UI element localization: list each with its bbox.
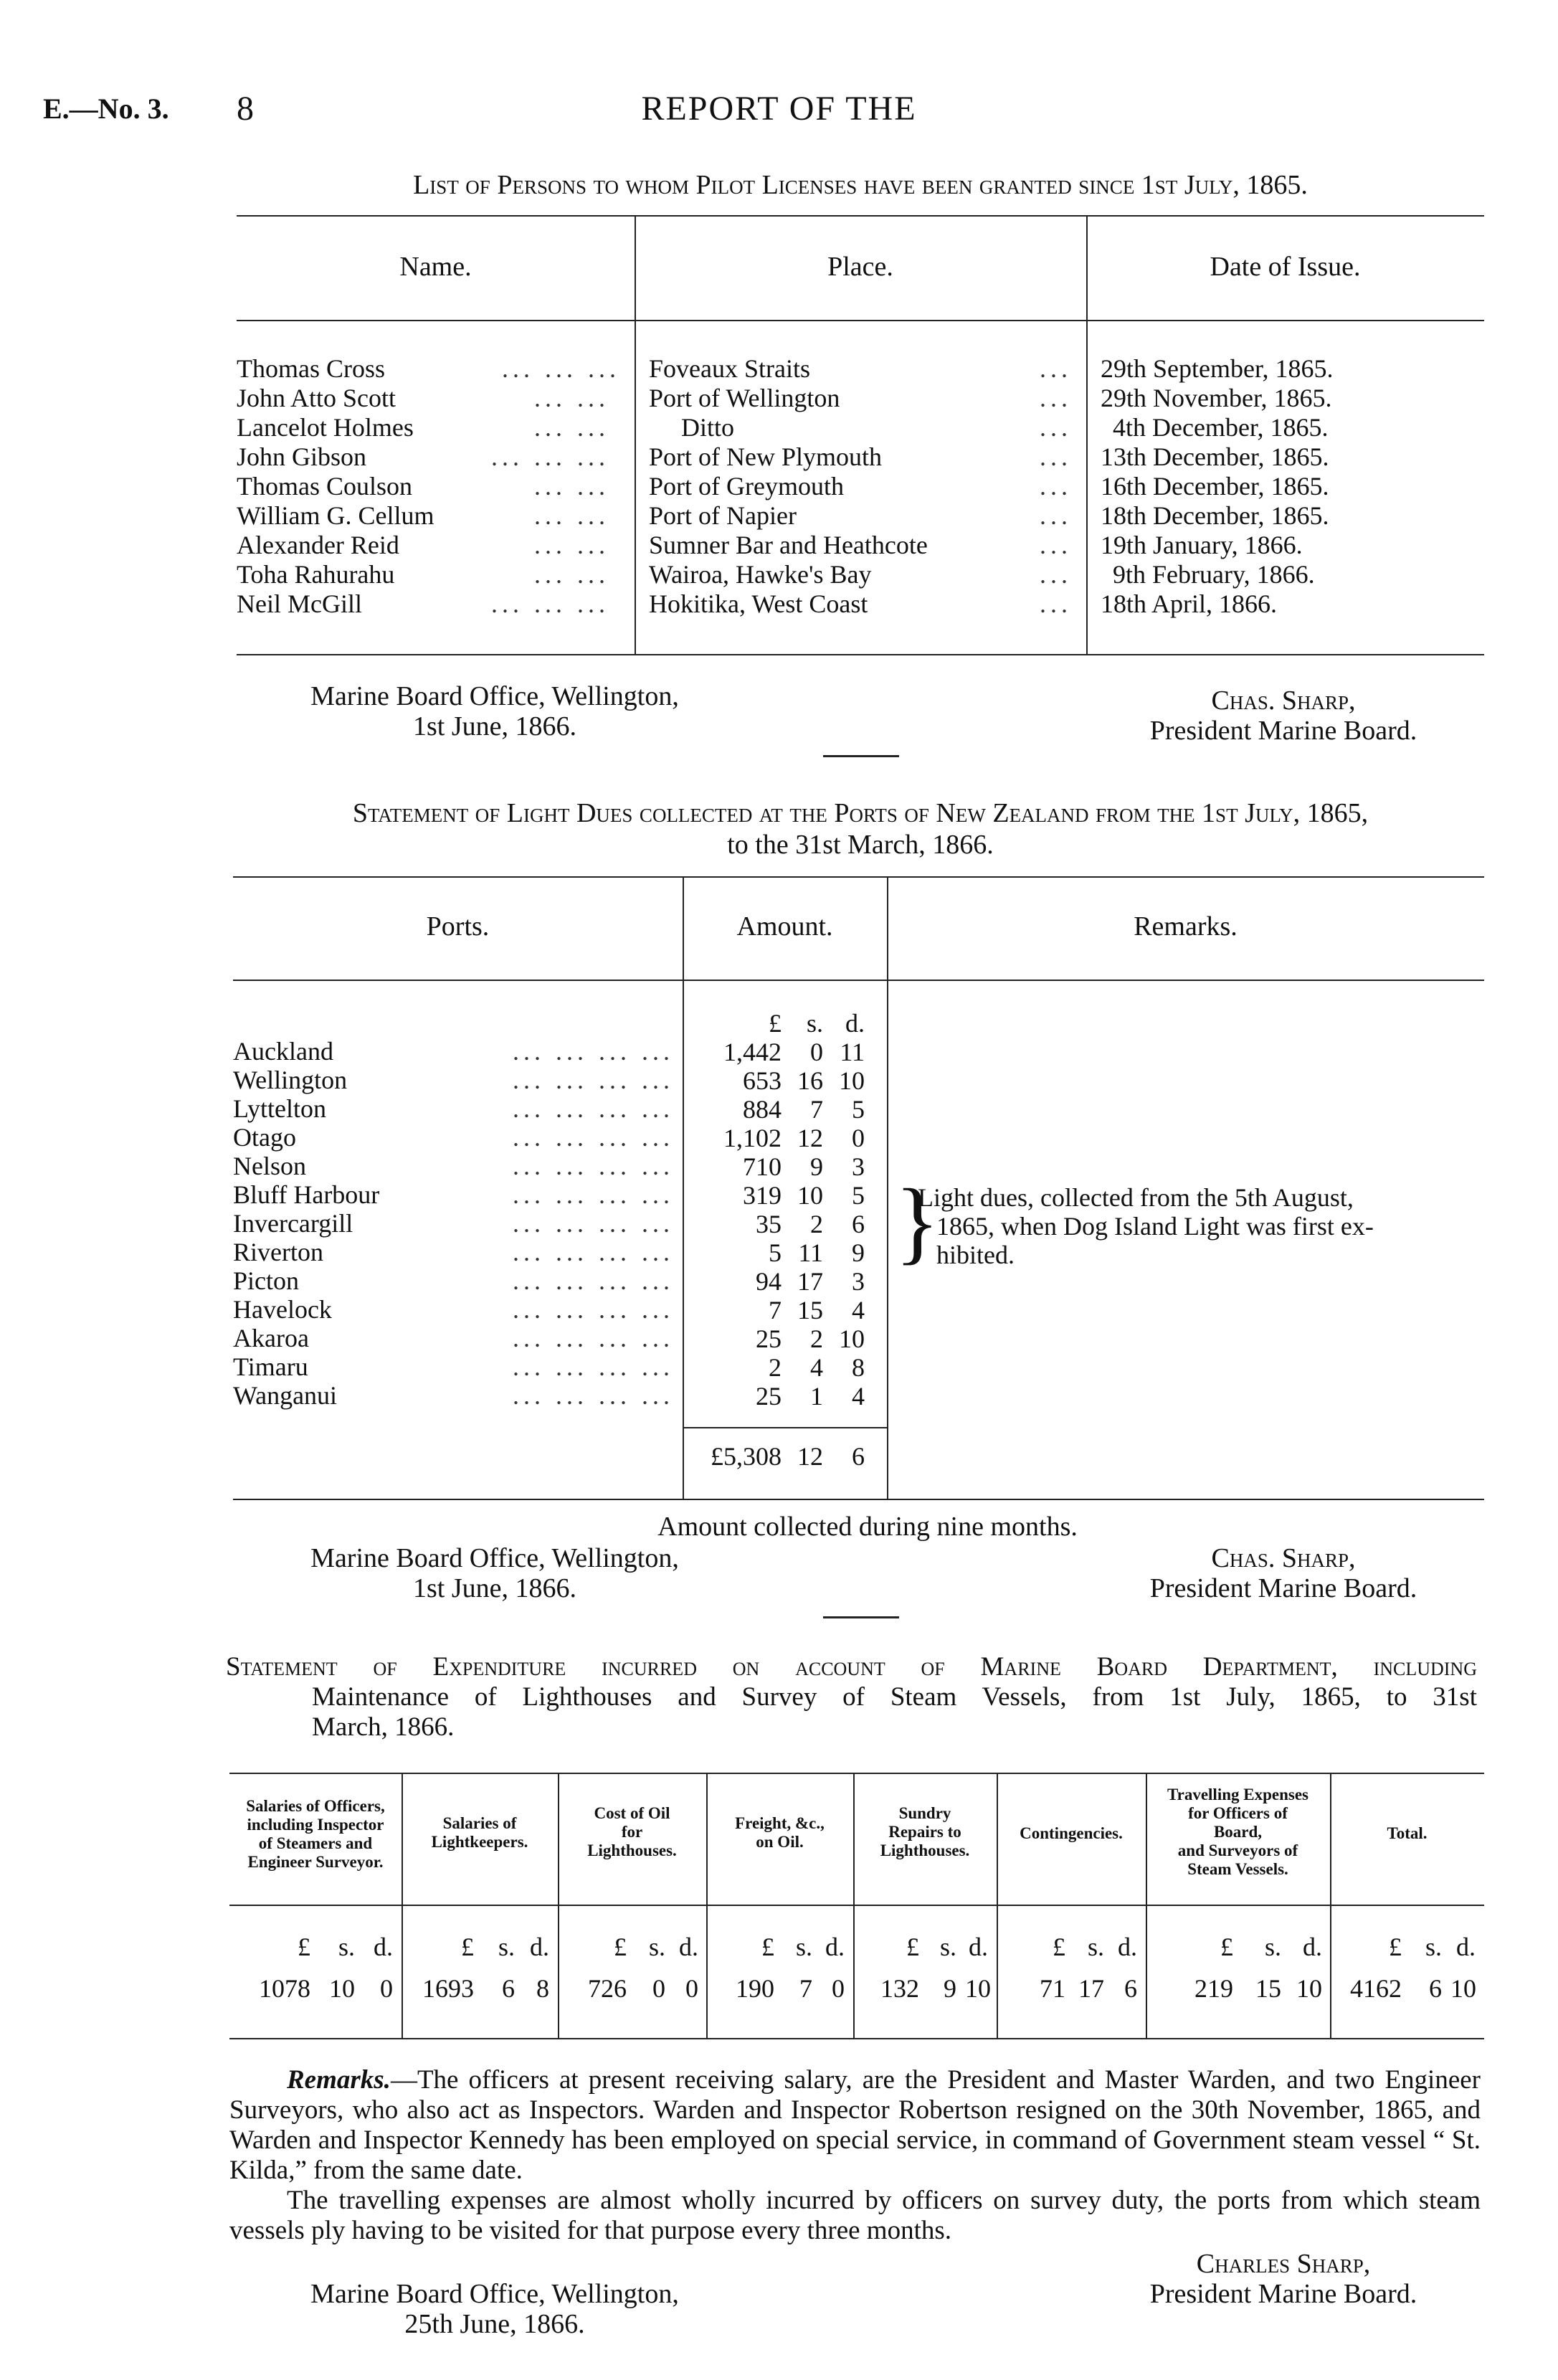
expenditure-column-header bbox=[853, 1804, 997, 1860]
expenditure-value-cell: 15 bbox=[1255, 1974, 1281, 2003]
expenditure-column-header bbox=[706, 1814, 853, 1852]
pilot-place-cell: Hokitika, West Coast bbox=[649, 589, 868, 618]
amount-pence-cell: 4 bbox=[852, 1296, 865, 1324]
amount-pounds-cell: 710 bbox=[743, 1152, 782, 1181]
port-name-cell: Bluff Harbour bbox=[233, 1180, 380, 1209]
header-line: Lighthouses. bbox=[880, 1841, 970, 1859]
light-dues-title-line1: Statement of Light Dues collected at the Ports of New Zealand from the 1st July, 1865, bbox=[352, 798, 1369, 828]
table-rule bbox=[237, 215, 1484, 217]
section-separator bbox=[823, 1616, 899, 1618]
pilot-date-cell: 9th February, 1866. bbox=[1113, 560, 1315, 589]
expenditure-value-cell: 0 bbox=[380, 1974, 393, 2003]
table-rule bbox=[229, 1905, 1484, 1906]
total-shillings: 12 bbox=[797, 1442, 823, 1471]
expenditure-column-header bbox=[1330, 1824, 1484, 1843]
port-name-cell: Havelock bbox=[233, 1295, 332, 1324]
expenditure-value-cell: 0 bbox=[685, 1974, 698, 2003]
amount-pence-cell: 11 bbox=[840, 1038, 865, 1066]
expenditure-title-line3: March, 1866. bbox=[312, 1712, 455, 1742]
amount-pence-cell: 3 bbox=[852, 1267, 865, 1296]
office-date: 1st June, 1866. bbox=[413, 711, 576, 741]
leader-dots: ... bbox=[1040, 442, 1072, 471]
leader-dots: ... ... ... ... bbox=[513, 1180, 674, 1209]
office-name: Marine Board Office, Wellington, bbox=[310, 2279, 679, 2309]
currency-label: d. bbox=[1456, 1933, 1476, 1961]
light-dues-title-line2: to the 31st March, 1866. bbox=[727, 830, 994, 860]
header-line: Engineer Surveyor. bbox=[247, 1853, 384, 1871]
expenditure-value-cell: 8 bbox=[536, 1974, 549, 2003]
leader-dots: ... ... bbox=[534, 384, 609, 412]
light-dues-title bbox=[229, 797, 1491, 861]
port-name-cell: Wellington bbox=[233, 1066, 348, 1094]
port-name-cell: Auckland bbox=[233, 1037, 333, 1066]
amount-shillings-cell: 2 bbox=[810, 1324, 823, 1353]
header-line: for bbox=[621, 1823, 643, 1841]
pilot-name-cell: Lancelot Holmes bbox=[237, 413, 414, 442]
amount-pence-cell: 4 bbox=[852, 1382, 865, 1411]
leader-dots: ... ... bbox=[534, 531, 609, 559]
expenditure-value-cell: 9 bbox=[944, 1974, 956, 2003]
header-line: for Officers of bbox=[1188, 1804, 1288, 1822]
expenditure-value-cell: 17 bbox=[1078, 1974, 1104, 2003]
port-name-cell: Invercargill bbox=[233, 1209, 353, 1238]
remarks-line3: hibited. bbox=[936, 1241, 1015, 1269]
column-divider bbox=[683, 876, 684, 1499]
office-name: Marine Board Office, Wellington, bbox=[310, 681, 679, 711]
amount-pounds-cell: 35 bbox=[756, 1210, 782, 1238]
amount-pence-cell: 5 bbox=[852, 1095, 865, 1124]
header-line: on Oil. bbox=[756, 1833, 804, 1851]
currency-label: £ bbox=[1220, 1933, 1233, 1961]
currency-label: s. bbox=[498, 1933, 515, 1961]
currency-pounds: £ bbox=[769, 1009, 782, 1038]
signer-title: President Marine Board. bbox=[1149, 2279, 1417, 2309]
expenditure-value-cell: 6 bbox=[1429, 1974, 1442, 2003]
page-title: REPORT OF THE bbox=[641, 90, 917, 128]
pilot-place-cell: Foveaux Straits bbox=[649, 354, 810, 383]
leader-dots: ... ... ... ... bbox=[513, 1037, 674, 1066]
amount-shillings-cell: 2 bbox=[810, 1210, 823, 1238]
column-header-date: Date of Issue. bbox=[1210, 252, 1361, 282]
header-line: including Inspector bbox=[247, 1816, 384, 1834]
remarks-line1: Light dues, collected from the 5th August, bbox=[918, 1183, 1354, 1212]
pilot-place-cell: Wairoa, Hawke's Bay bbox=[649, 560, 872, 589]
column-divider bbox=[635, 215, 636, 654]
header-line: Sundry bbox=[898, 1804, 951, 1822]
port-name-cell: Akaroa bbox=[233, 1324, 309, 1352]
currency-label: £ bbox=[1053, 1933, 1065, 1961]
remarks-text bbox=[918, 1183, 1374, 1269]
pilot-licenses-title: List of Persons to whom Pilot Licenses have been granted since 1st July, 1865. bbox=[413, 170, 1308, 200]
pilot-name-cell: Toha Rahurahu bbox=[237, 560, 395, 589]
pilot-date-cell: 13th December, 1865. bbox=[1101, 442, 1329, 471]
expenditure-title-line1: Statement of Expenditure incurred on account of Marine Board Department, including bbox=[226, 1652, 1477, 1682]
pilot-date-cell: 18th April, 1866. bbox=[1101, 589, 1278, 618]
column-header-ports: Ports. bbox=[426, 911, 490, 942]
leader-dots: ... ... ... ... bbox=[513, 1266, 674, 1295]
collection-note: Amount collected during nine months. bbox=[657, 1512, 1078, 1542]
remarks-text-1: —The officers at present receiving salary, are the President and Master Warden, and two Engineer Surveyors, who also act as Inspectors. Warden and Inspector Robertson resigned on the 30th November, 1865, and Warden and Inspector Kennedy has been employed on special service, in command of Government steam vessel “ St. Kilda,” from the same date. bbox=[229, 2065, 1481, 2185]
currency-shillings: s. bbox=[806, 1009, 823, 1038]
leader-dots: ... ... ... ... bbox=[513, 1094, 674, 1123]
pilot-place-cell: Port of Wellington bbox=[649, 384, 840, 412]
amount-pounds-cell: 5 bbox=[769, 1238, 782, 1267]
currency-label: s. bbox=[1425, 1933, 1442, 1961]
pilot-place-cell: Port of Greymouth bbox=[649, 472, 844, 501]
amount-pence-cell: 3 bbox=[852, 1152, 865, 1181]
currency-label: d. bbox=[374, 1933, 393, 1961]
currency-pence: d. bbox=[845, 1009, 865, 1038]
header-line: Salaries of Officers, bbox=[246, 1797, 385, 1815]
leader-dots: ... bbox=[1040, 501, 1072, 530]
leader-dots: ... ... bbox=[534, 560, 609, 589]
leader-dots: ... ... ... ... bbox=[513, 1324, 674, 1352]
column-header-place: Place. bbox=[827, 252, 893, 282]
leader-dots: ... ... ... ... bbox=[513, 1209, 674, 1238]
leader-dots: ... ... ... ... bbox=[513, 1066, 674, 1094]
pilot-name-cell: Neil McGill bbox=[237, 589, 362, 618]
header-line: Contingencies. bbox=[1020, 1824, 1123, 1842]
currency-label: d. bbox=[1303, 1933, 1322, 1961]
office-date: 1st June, 1866. bbox=[413, 1573, 576, 1603]
pilot-date-cell: 29th November, 1865. bbox=[1101, 384, 1332, 412]
expenditure-value-cell: 10 bbox=[329, 1974, 355, 2003]
total-pounds: £5,308 bbox=[711, 1442, 782, 1471]
expenditure-value-cell: 6 bbox=[502, 1974, 515, 2003]
leader-dots: ... ... ... ... bbox=[513, 1238, 674, 1266]
table-rule bbox=[229, 2038, 1484, 2039]
leader-dots: ... bbox=[1040, 589, 1072, 618]
amount-shillings-cell: 7 bbox=[810, 1095, 823, 1124]
table-rule bbox=[233, 876, 1484, 878]
leader-dots: ... ... ... ... bbox=[513, 1295, 674, 1324]
expenditure-value-cell: 1078 bbox=[259, 1974, 310, 2003]
column-divider bbox=[887, 876, 888, 1499]
amount-shillings-cell: 1 bbox=[810, 1382, 823, 1411]
signer-name: Chas. Sharp, bbox=[1211, 1543, 1356, 1573]
header-line: Steam Vessels. bbox=[1187, 1860, 1288, 1878]
currency-label: s. bbox=[338, 1933, 355, 1961]
leader-dots: ... ... bbox=[534, 501, 609, 530]
pilot-date-cell: 29th September, 1865. bbox=[1101, 354, 1334, 383]
amount-pounds-cell: 653 bbox=[743, 1066, 782, 1095]
amount-shillings-cell: 12 bbox=[797, 1124, 823, 1152]
expenditure-title bbox=[226, 1652, 1477, 1743]
leader-dots: ... bbox=[1040, 560, 1072, 589]
expenditure-column-header bbox=[558, 1804, 706, 1860]
currency-label: s. bbox=[795, 1933, 812, 1961]
column-header-amount: Amount. bbox=[736, 911, 833, 942]
port-name-cell: Otago bbox=[233, 1123, 296, 1152]
column-header-remarks: Remarks. bbox=[1134, 911, 1238, 942]
leader-dots: ... ... ... bbox=[491, 589, 609, 618]
table-rule bbox=[233, 1499, 1484, 1500]
president-signature bbox=[1040, 1543, 1527, 1603]
pilot-place-cell: Sumner Bar and Heathcote bbox=[649, 531, 928, 559]
leader-dots: ... ... ... ... bbox=[513, 1381, 674, 1410]
header-line: Repairs to bbox=[888, 1823, 961, 1841]
expenditure-value-cell: 7 bbox=[799, 1974, 812, 2003]
amount-shillings-cell: 16 bbox=[797, 1066, 823, 1095]
pilot-name-cell: William G. Cellum bbox=[237, 501, 434, 530]
currency-label: £ bbox=[298, 1933, 310, 1961]
expenditure-value-cell: 6 bbox=[1124, 1974, 1137, 2003]
leader-dots: ... ... ... bbox=[502, 354, 620, 383]
column-header-name: Name. bbox=[399, 252, 472, 282]
document-code: E.—No. 3. bbox=[43, 93, 169, 125]
expenditure-value-cell: 10 bbox=[965, 1974, 991, 2003]
currency-label: d. bbox=[679, 1933, 698, 1961]
header-line: Cost of Oil bbox=[594, 1804, 670, 1822]
amount-pounds-cell: 1,102 bbox=[723, 1124, 782, 1152]
currency-label: d. bbox=[530, 1933, 549, 1961]
expenditure-value-cell: 1693 bbox=[422, 1974, 474, 2003]
amount-pounds-cell: 7 bbox=[769, 1296, 782, 1324]
pilot-place-cell: Port of New Plymouth bbox=[649, 442, 883, 471]
pilot-name-cell: Thomas Cross bbox=[237, 354, 385, 383]
pilot-place-cell: Ditto bbox=[681, 413, 735, 442]
expenditure-column-header bbox=[997, 1824, 1146, 1843]
amount-pounds-cell: 25 bbox=[756, 1324, 782, 1353]
pilot-date-cell: 18th December, 1865. bbox=[1101, 501, 1329, 530]
currency-label: s. bbox=[1264, 1933, 1281, 1961]
amount-pounds-cell: 25 bbox=[756, 1382, 782, 1411]
signer-title: President Marine Board. bbox=[1149, 1573, 1417, 1603]
header-line: Lightkeepers. bbox=[431, 1833, 528, 1851]
leader-dots: ... bbox=[1040, 384, 1072, 412]
amount-shillings-cell: 0 bbox=[810, 1038, 823, 1066]
currency-label: £ bbox=[906, 1933, 919, 1961]
signer-name: Charles Sharp, bbox=[1196, 2249, 1371, 2279]
total-rule bbox=[683, 1427, 887, 1428]
brace-icon: } bbox=[895, 1170, 940, 1274]
total-pence: 6 bbox=[852, 1442, 865, 1471]
pilot-name-cell: Thomas Coulson bbox=[237, 472, 413, 501]
president-signature bbox=[1040, 686, 1527, 746]
amount-shillings-cell: 10 bbox=[797, 1181, 823, 1210]
port-name-cell: Riverton bbox=[233, 1238, 323, 1266]
section-separator bbox=[823, 755, 899, 757]
remarks-label: Remarks. bbox=[287, 2065, 391, 2095]
expenditure-value-cell: 0 bbox=[652, 1974, 665, 2003]
port-name-cell: Timaru bbox=[233, 1352, 308, 1381]
currency-label: s. bbox=[939, 1933, 956, 1961]
leader-dots: ... ... bbox=[534, 413, 609, 442]
amount-shillings-cell: 15 bbox=[797, 1296, 823, 1324]
pilot-name-cell: John Gibson bbox=[237, 442, 367, 471]
currency-label: £ bbox=[614, 1933, 627, 1961]
pilot-place-cell: Port of Napier bbox=[649, 501, 797, 530]
leader-dots: ... ... ... ... bbox=[513, 1123, 674, 1152]
leader-dots: ... ... ... ... bbox=[513, 1352, 674, 1381]
amount-pence-cell: 0 bbox=[852, 1124, 865, 1152]
leader-dots: ... bbox=[1040, 413, 1072, 442]
expenditure-value-cell: 4162 bbox=[1350, 1974, 1402, 2003]
amount-shillings-cell: 4 bbox=[810, 1353, 823, 1382]
president-signature bbox=[1040, 2249, 1527, 2309]
leader-dots: ... bbox=[1040, 472, 1072, 501]
table-rule bbox=[229, 1773, 1484, 1774]
office-signature bbox=[237, 2279, 753, 2339]
currency-label: s. bbox=[1087, 1933, 1104, 1961]
remarks-paragraph-1 bbox=[229, 2065, 1481, 2186]
office-name: Marine Board Office, Wellington, bbox=[310, 1543, 679, 1573]
signer-name: Chas. Sharp, bbox=[1211, 686, 1356, 716]
header-line: Board, bbox=[1213, 1823, 1263, 1841]
expenditure-value-cell: 10 bbox=[1296, 1974, 1322, 2003]
amount-pounds-cell: 319 bbox=[743, 1181, 782, 1210]
office-date: 25th June, 1866. bbox=[404, 2309, 585, 2339]
currency-label: £ bbox=[1389, 1933, 1402, 1961]
amount-pounds-cell: 94 bbox=[756, 1267, 782, 1296]
amount-pence-cell: 9 bbox=[852, 1238, 865, 1267]
header-line: Freight, &c., bbox=[735, 1814, 825, 1832]
port-name-cell: Nelson bbox=[233, 1152, 306, 1180]
expenditure-title-line2: Maintenance of Lighthouses and Survey of Steam Vessels, from 1st July, 1865, to 31st bbox=[312, 1682, 1477, 1712]
pilot-date-cell: 4th December, 1865. bbox=[1113, 413, 1329, 442]
header-line: Total. bbox=[1387, 1824, 1428, 1842]
port-name-cell: Picton bbox=[233, 1266, 300, 1295]
header-line: Travelling Expenses bbox=[1167, 1786, 1308, 1803]
expenditure-value-cell: 71 bbox=[1040, 1974, 1065, 2003]
leader-dots: ... bbox=[1040, 354, 1072, 383]
pilot-name-cell: John Atto Scott bbox=[237, 384, 396, 412]
amount-pence-cell: 10 bbox=[839, 1324, 865, 1353]
amount-shillings-cell: 9 bbox=[810, 1152, 823, 1181]
column-divider bbox=[1086, 215, 1088, 654]
leader-dots: ... ... ... ... bbox=[513, 1152, 674, 1180]
amount-pence-cell: 5 bbox=[852, 1181, 865, 1210]
expenditure-value-cell: 219 bbox=[1194, 1974, 1233, 2003]
expenditure-column-header bbox=[1146, 1786, 1330, 1879]
amount-pounds-cell: 1,442 bbox=[723, 1038, 782, 1066]
expenditure-column-header bbox=[229, 1797, 402, 1872]
port-name-cell: Wanganui bbox=[233, 1381, 338, 1410]
pilot-name-cell: Alexander Reid bbox=[237, 531, 399, 559]
currency-label: d. bbox=[1118, 1933, 1137, 1961]
amount-pence-cell: 6 bbox=[852, 1210, 865, 1238]
currency-label: £ bbox=[761, 1933, 774, 1961]
leader-dots: ... ... ... bbox=[491, 442, 609, 471]
office-signature bbox=[237, 1543, 753, 1603]
office-signature bbox=[237, 681, 753, 741]
page-number: 8 bbox=[237, 90, 254, 128]
amount-pence-cell: 10 bbox=[839, 1066, 865, 1095]
pilot-date-cell: 19th January, 1866. bbox=[1101, 531, 1303, 559]
remarks-paragraph-2: The travelling expenses are almost wholly incurred by officers on survey duty, the ports from which steam vessels ply having to be visited for that purpose every three months. bbox=[229, 2186, 1481, 2245]
amount-pounds-cell: 2 bbox=[769, 1353, 782, 1382]
currency-label: d. bbox=[969, 1933, 988, 1961]
header-line: and Surveyors of bbox=[1177, 1841, 1298, 1859]
amount-pence-cell: 8 bbox=[852, 1353, 865, 1382]
expenditure-value-cell: 10 bbox=[1450, 1974, 1476, 2003]
amount-shillings-cell: 17 bbox=[797, 1267, 823, 1296]
currency-label: d. bbox=[825, 1933, 845, 1961]
amount-pounds-cell: 884 bbox=[743, 1095, 782, 1124]
table-rule bbox=[237, 320, 1484, 321]
port-name-cell: Lyttelton bbox=[233, 1094, 326, 1123]
pilot-date-cell: 16th December, 1865. bbox=[1101, 472, 1329, 501]
leader-dots: ... bbox=[1040, 531, 1072, 559]
expenditure-value-cell: 726 bbox=[588, 1974, 627, 2003]
leader-dots: ... ... bbox=[534, 472, 609, 501]
header-line: Salaries of bbox=[442, 1814, 517, 1832]
expenditure-value-cell: 190 bbox=[736, 1974, 774, 2003]
signer-title: President Marine Board. bbox=[1149, 716, 1417, 746]
remarks-line2: 1865, when Dog Island Light was first ex- bbox=[936, 1212, 1374, 1241]
currency-label: s. bbox=[648, 1933, 665, 1961]
table-rule bbox=[237, 654, 1484, 655]
amount-shillings-cell: 11 bbox=[798, 1238, 823, 1267]
header-line: of Steamers and bbox=[258, 1834, 373, 1852]
expenditure-value-cell: 132 bbox=[880, 1974, 919, 2003]
table-rule bbox=[233, 980, 1484, 981]
expenditure-column-header bbox=[402, 1814, 558, 1852]
currency-label: £ bbox=[461, 1933, 474, 1961]
header-line: Lighthouses. bbox=[587, 1841, 677, 1859]
expenditure-value-cell: 0 bbox=[832, 1974, 845, 2003]
